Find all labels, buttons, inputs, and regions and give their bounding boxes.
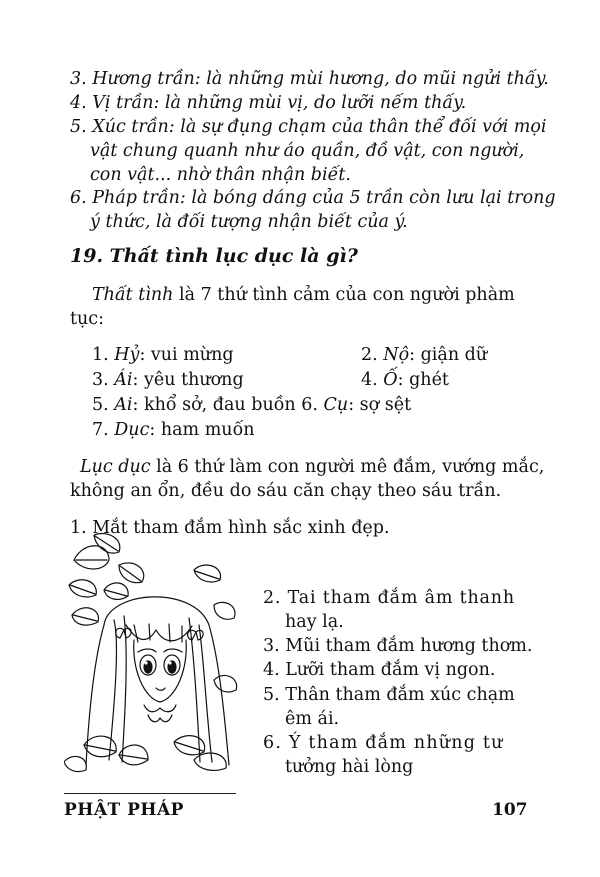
desire-paragraph: [80, 455, 544, 479]
emotion-desc: : vui mừng: [139, 345, 234, 365]
leaf-icon: [194, 753, 226, 770]
list-text: Xúc trần: là sự đụng chạm của thân thể đối với mọi: [92, 117, 547, 137]
list-item-4: [70, 91, 466, 115]
list-text: Vị trần: là những mùi vị, do lưỡi nếm thấy.: [92, 93, 467, 113]
emotion-item-7: [92, 418, 255, 442]
desire-item-3: 3. Mũi tham đắm hương thơm.: [263, 636, 533, 656]
emotion-number: 7.: [92, 420, 109, 440]
desire-item-2-cont: hay lạ.: [285, 612, 344, 632]
list-item-5: [70, 115, 546, 139]
leaf-icon: [69, 580, 96, 597]
leaf-icon: [174, 736, 205, 755]
emotion-term: Ố: [383, 370, 398, 390]
desire-text: là 6 thứ làm con người mê đắm, vướng mắc,: [150, 457, 545, 477]
emotion-desc: : giận dữ: [409, 345, 488, 365]
emotion-term: Cụ: [323, 395, 349, 415]
footer-title: PHẬT PHÁP: [64, 800, 184, 820]
list-item-6: [70, 186, 556, 210]
list-item-3: [70, 67, 549, 91]
emotion-number: 1.: [92, 345, 109, 365]
list-number: 3.: [70, 69, 87, 89]
leaf-icon: [84, 736, 116, 757]
emotion-term: Nộ: [383, 345, 410, 365]
emotion-desc: : ghét: [397, 370, 449, 390]
list-text: Hương trần: là những mùi hương, do mũi ngửi thấy.: [92, 69, 549, 89]
list-number: 4.: [70, 93, 87, 113]
list-number: 5.: [70, 117, 87, 137]
footer-rule: [64, 793, 236, 794]
leaf-icon: [214, 602, 235, 619]
emotion-desc: : khổ sở, đau buồn 6.: [132, 395, 324, 415]
emotion-desc: : sợ sệt: [348, 395, 412, 415]
desire-item-5: 5. Thân tham đắm xúc chạm: [263, 685, 515, 705]
leaf-icon: [64, 756, 86, 771]
emotion-number: 3.: [92, 370, 109, 390]
leaf-icon: [72, 608, 99, 625]
emotion-item-4: [361, 368, 449, 392]
emotion-desc: : ham muốn: [149, 420, 255, 440]
list-number: 6.: [70, 188, 87, 208]
emotion-term: Ai: [114, 395, 133, 415]
emotion-number: 5.: [92, 395, 109, 415]
emotion-item-1: [92, 343, 234, 367]
emotion-item-5-6: [92, 393, 411, 417]
emotion-item-2: [361, 343, 487, 367]
emotion-term: Ái: [114, 370, 133, 390]
list-text: Pháp trần: là bóng dáng của 5 trần còn lưu lại trong: [92, 188, 556, 208]
list-item-5-cont-1: vật chung quanh như áo quần, đồ vật, con người,: [90, 141, 525, 161]
section-heading: 19. Thất tình lục dục là gì?: [70, 245, 358, 267]
page-number: 107: [492, 800, 528, 820]
emotion-term: Dục: [114, 420, 150, 440]
emotion-number: 2.: [361, 345, 378, 365]
intro-paragraph: [92, 283, 515, 307]
emotion-item-3: [92, 368, 244, 392]
desire-item-6: 6. Ý tham đắm những tư: [263, 733, 504, 753]
leaf-icon: [74, 546, 109, 569]
desire-term: Lục dục: [80, 457, 151, 477]
emotion-term: Hỷ: [114, 345, 140, 365]
leaf-icon: [214, 675, 237, 691]
desire-item-4: 4. Lưỡi tham đắm vị ngon.: [263, 660, 496, 680]
intro-text: là 7 thứ tình cảm của con người phàm: [173, 285, 515, 305]
list-item-6-cont-1: ý thức, là đối tượng nhận biết của ý.: [90, 212, 408, 232]
desire-item-1: 1. Mắt tham đắm hình sắc xinh đẹp.: [70, 518, 390, 538]
emotion-number: 4.: [361, 370, 378, 390]
leaf-icon: [194, 565, 221, 582]
desire-item-5-cont: êm ái.: [285, 709, 340, 729]
intro-term: Thất tình: [92, 285, 174, 305]
desire-continuation: không an ổn, đều do sáu căn chạy theo sáu trần.: [70, 481, 502, 501]
desire-item-2: 2. Tai tham đắm âm thanh: [263, 588, 515, 608]
girl-with-leaves-illustration: [64, 530, 244, 775]
list-item-5-cont-2: con vật... nhờ thân nhận biết.: [90, 165, 351, 185]
desire-item-6-cont: tưởng hài lòng: [285, 757, 414, 777]
emotion-desc: : yêu thương: [132, 370, 244, 390]
intro-continuation: tục:: [70, 309, 105, 329]
